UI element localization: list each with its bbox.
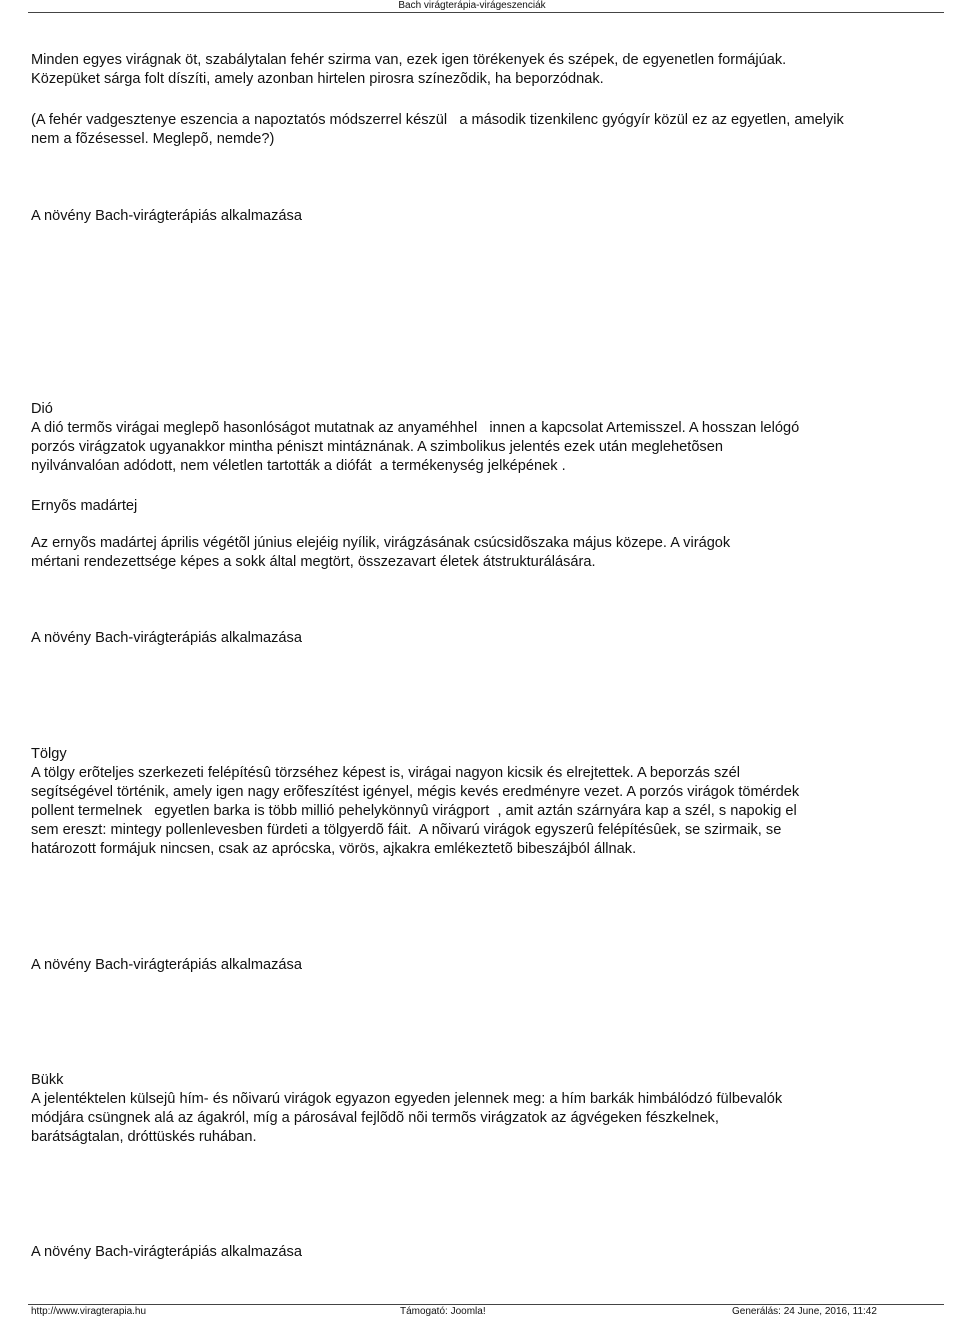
section-body-dio: A dió termõs virágai meglepõ hasonlóságot mutatnak az anyaméhhel innen a kapcsolat Artemisszel. A hosszan lelógó porzós virágzatok ugyanakkor mintha péniszt mintáznának. A szimbolikus jelentés ezek után meglehetõsen nyilvánvalóan adódott, nem véletlen tartották a diófát a termékenység jelképének .: [31, 420, 800, 474]
section-title-tolgy: Tölgy: [31, 746, 67, 762]
footer-sponsor: Támogató: Joomla!: [400, 1306, 486, 1317]
section-title-bukk: Bükk: [31, 1072, 64, 1088]
application-label-4: A növény Bach-virágterápiás alkalmazása: [31, 1244, 302, 1260]
section-body-tolgy: A tölgy erõteljes szerkezeti felépítésû törzséhez képest is, virágai nagyon kicsik és elrejtettek. A beporzás szél segítségével történik, amely igen nagy erõfeszítést igényel, mégis kevés eredményre vezet. A porzós virágok tömérdek pollent termelnek egyetlen barka is több millió pehelykönnyû virágport , amit aztán szárnyára kap a szél, s napokig el sem ereszt: mintegy pollenlevesben fürdeti a tölgyerdõ fáit. A nõivarú virágok egyszerû felépítésûek, se szirmaik, se határozott formájuk nincsen, csak az aprócska, vörös, ajkakra emlékeztetõ bibeszájból állnak.: [31, 765, 800, 857]
footer-divider: [28, 1304, 944, 1305]
footer-generated-date: Generálás: 24 June, 2016, 11:42: [732, 1306, 877, 1317]
application-label-3: A növény Bach-virágterápiás alkalmazása: [31, 957, 302, 973]
application-label-2: A növény Bach-virágterápiás alkalmazása: [31, 630, 302, 646]
page-footer: [0, 1302, 960, 1320]
section-body-ernyos-madartej: Az ernyõs madártej április végétõl június elejéig nyílik, virágzásának csúcsidõszaka május közepe. A virágok mértani rendezettsége képes a sokk által megtört, összezavart életek átstrukturálására.: [31, 535, 731, 570]
application-label-1: A növény Bach-virágterápiás alkalmazása: [31, 208, 302, 224]
header-divider: [28, 12, 944, 13]
section-title-dio: Dió: [31, 401, 53, 417]
page-header: [0, 0, 960, 14]
intro-paragraph-2: (A fehér vadgesztenye eszencia a napoztatós módszerrel készül a második tizenkilenc gyógyír közül ez az egyetlen, amelyik nem a fõzésessel. Meglepõ, nemde?): [31, 112, 844, 147]
footer-url-link[interactable]: http://www.viragterapia.hu: [31, 1306, 147, 1317]
header-title: Bach virágterápia-virágeszenciák: [398, 0, 546, 11]
section-title-ernyos-madartej: Ernyõs madártej: [31, 498, 138, 514]
intro-paragraph-1: Minden egyes virágnak öt, szabálytalan fehér szirma van, ezek igen törékenyek és szépek, de egyenetlen formájúak. Közepüket sárga folt díszíti, amely azonban hirtelen pirosra színezõdik, ha beporzódnak.: [31, 52, 787, 87]
section-body-bukk: A jelentéktelen külsejû hím- és nõivarú virágok egyazon egyeden jelennek meg: a hím barkák himbálódzó fülbevalók módjára csüngnek alá az ágakról, míg a párosával fejlõdõ nõi termõs virágzatok az ágvégeken fészkelnek, barátságtalan, dróttüskés ruhában.: [31, 1091, 783, 1145]
